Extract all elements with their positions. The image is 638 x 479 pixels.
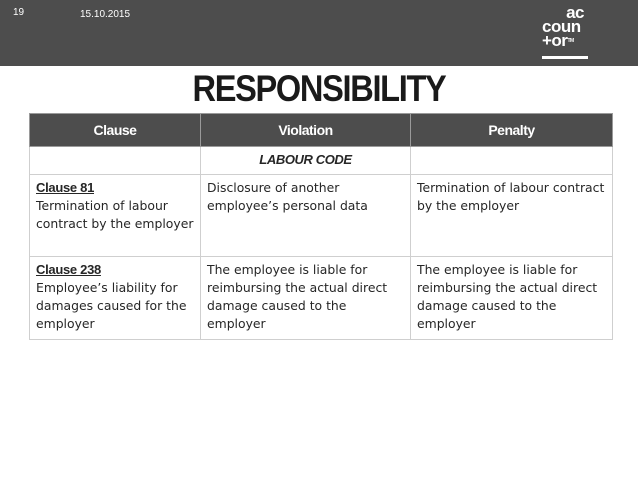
clause-cell (30, 175, 201, 257)
section-label: LABOUR CODE (259, 152, 352, 167)
clause-name: Clause 238 (36, 262, 101, 277)
slide-date: 15.10.2015 (80, 9, 131, 20)
slide-number: 19 (13, 7, 25, 18)
clause-description: Termination of labour contract by the employer (36, 198, 194, 231)
logo-line-1: ac (566, 3, 584, 22)
table-row (30, 175, 613, 257)
table-header-row (30, 114, 613, 147)
slide-title: RESPONSIBILITY (192, 68, 446, 109)
logo-line-2: coun (542, 17, 581, 36)
top-bar (0, 0, 638, 66)
section-row (30, 147, 613, 175)
table-cell (201, 147, 411, 175)
column-header-clause: Clause (30, 114, 201, 147)
clause-cell (30, 257, 201, 340)
table-cell (30, 147, 201, 175)
column-header-penalty: Penalty (411, 114, 613, 147)
accountor-logo (540, 3, 592, 62)
logo-line-3: +orTM (542, 31, 574, 50)
clause-name: Clause 81 (36, 180, 95, 195)
logo-underline (542, 56, 588, 59)
violation-cell: Disclosure of another employee’s personal data (201, 175, 411, 257)
table-row (30, 257, 613, 340)
logo-trademark: TM (567, 38, 574, 44)
penalty-cell: Termination of labour contract by the employer (411, 175, 613, 257)
column-header-violation: Violation (201, 114, 411, 147)
violation-cell: The employee is liable for reimbursing the actual direct damage caused to the employer (201, 257, 411, 340)
penalty-cell: The employee is liable for reimbursing the actual direct damage caused to the employer (411, 257, 613, 340)
clause-description: Employee’s liability for damages caused for the employer (36, 280, 187, 331)
table-cell (411, 147, 613, 175)
responsibility-table (29, 113, 613, 340)
